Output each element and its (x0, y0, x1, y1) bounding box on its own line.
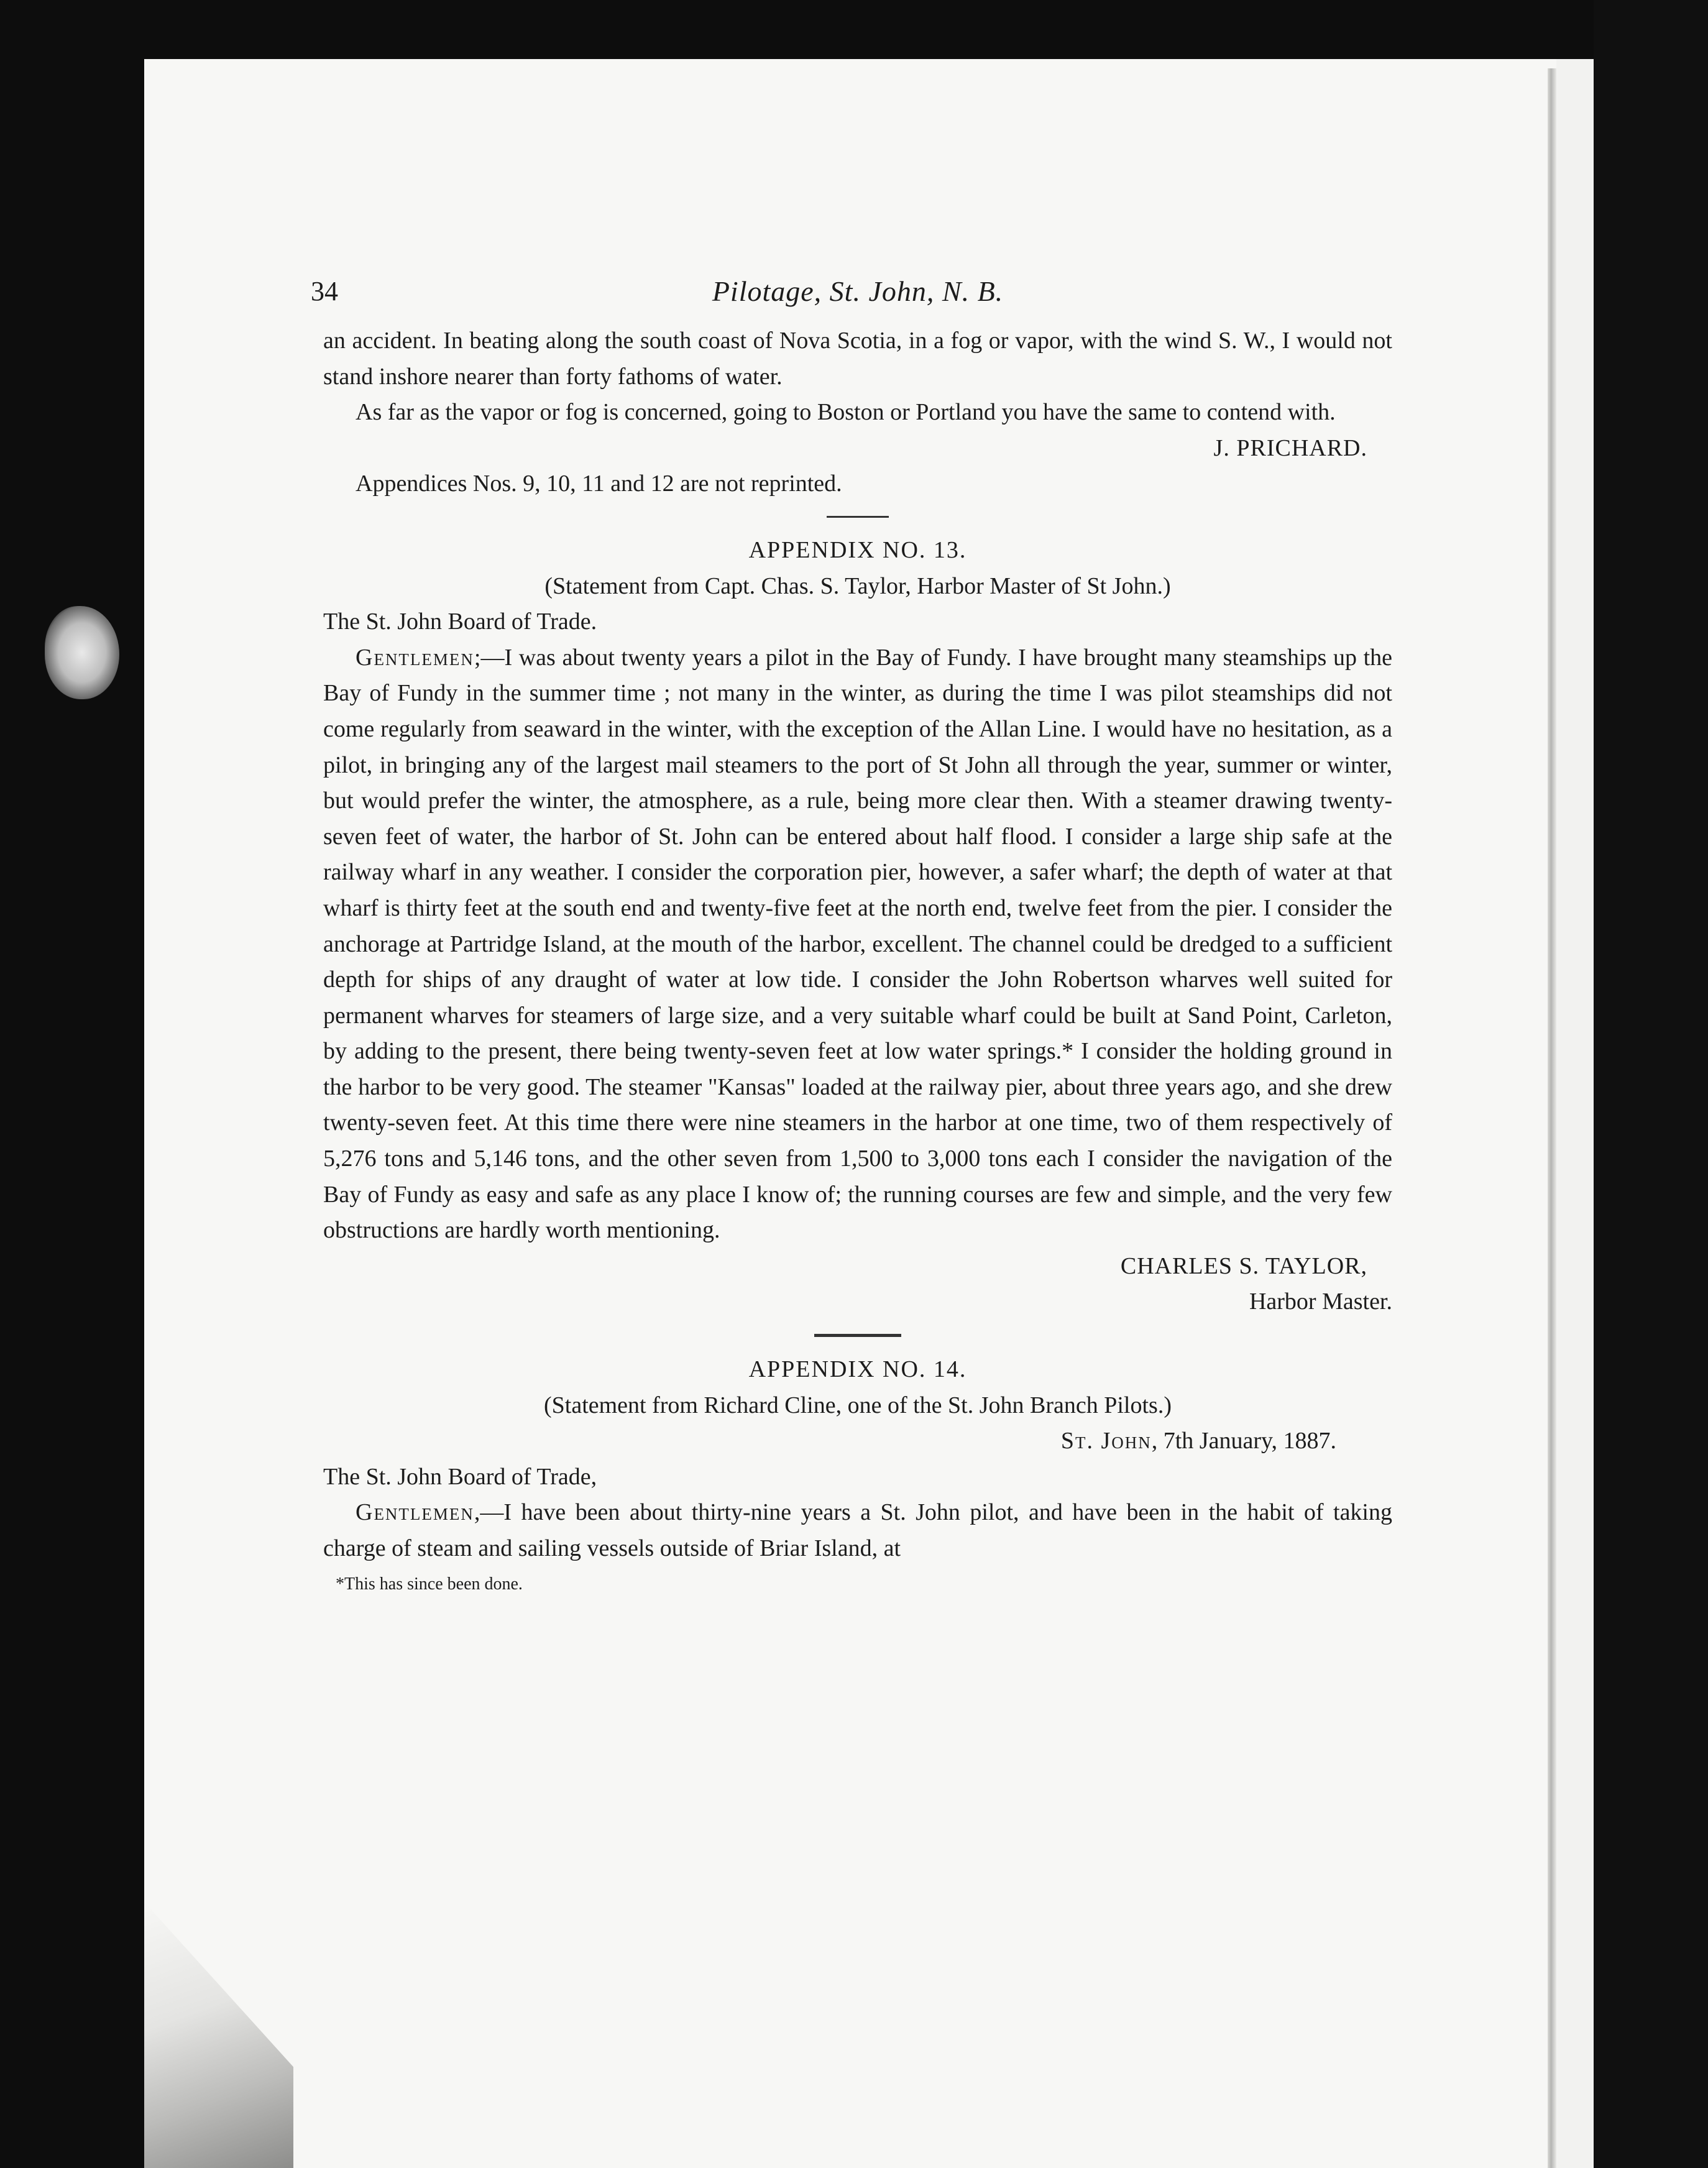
scan-background-right (1594, 0, 1708, 2168)
appendix-14-body-text: ,—I have been about thirty-nine years a St. John pilot, and have been in the habit of taking charge of steam and sailing vessels outside of Briar Island, at (323, 1499, 1392, 1561)
appendix-13-body (323, 640, 1392, 1249)
taylor-role: Harbor Master. (1249, 1288, 1392, 1315)
continuation-paragraph: an accident. In beating along the south coast of Nova Scotia, in a fog or vapor, with the wind S. W., I would not stand inshore nearer than forty fathoms of water. (323, 328, 1392, 390)
appendix-14-dateline (323, 1423, 1392, 1459)
appendix-14-title: APPENDIX NO. 14. (748, 1356, 967, 1383)
appendix-13-statement: (Statement from Capt. Chas. S. Taylor, Harbor Master of St John.) (544, 572, 1171, 599)
page-fold-shadow (1548, 68, 1556, 2168)
section-rule (814, 1334, 901, 1337)
continuation-paragraph: As far as the vapor or fog is concerned, going to Boston or Portland you have the same to contend with. (356, 399, 1336, 426)
not-reprinted-note: Appendices Nos. 9, 10, 11 and 12 are not reprinted. (356, 471, 842, 497)
appendix-14-body (323, 1495, 1392, 1566)
appendix-13-salutation: Gentlemen (356, 644, 474, 671)
taylor-signature: CHARLES S. TAYLOR, (1120, 1252, 1367, 1279)
dateline-place: St. John (1060, 1428, 1152, 1454)
section-rule (827, 516, 889, 518)
paper-stain (45, 606, 119, 699)
page-header (311, 273, 1392, 323)
appendix-14-salutation: Gentlemen (356, 1499, 474, 1526)
appendix-13-addressee: The St. John Board of Trade. (323, 609, 597, 635)
page-text (311, 273, 1392, 1597)
appendix-14-statement: (Statement from Richard Cline, one of the St. John Branch Pilots.) (543, 1392, 1172, 1418)
appendix-13-title: APPENDIX NO. 13. (748, 536, 967, 563)
dateline-date: , 7th January, 1887. (1151, 1428, 1336, 1454)
adjacent-page-edge (1556, 59, 1594, 2168)
appendix-13-body-text: ;—I was about twenty years a pilot in the Bay of Fundy. I have brought many steamships up the Bay of Fundy in the summer time ; not many in the winter, as during the time I was pilot steamships did not come regularly from seaward in the winter, with the exception of the Allan Line. I would have no hesitation, as a pilot, in bringing any of the largest mail steamers to the port of St John all through the year, summer or winter, but would prefer the winter, the atmosphere, as a rule, being more clear then. With a steamer drawing twenty-seven feet of water, the harbor of St. John can be entered about half flood. I consider a large ship safe at the railway wharf in any weather. I consider the corporation pier, however, a safer wharf; the depth of water at that wharf is thirty feet at the south end and twenty-five feet at the north end, twelve feet from the pier. I consider the anchorage at Partridge Island, at the mouth of the harbor, excellent. The channel could be dredged to a sufficient depth for ships of any draught of water at low tide. I consider the John Robertson wharves well suited for permanent wharves for steamers of large size, and a very suitable wharf could be built at Sand Point, Carleton, by adding to the present, there being twenty-seven feet at low water springs.* I consider the holding ground in the harbor to be very good. The steamer "Kansas" loaded at the railway pier, about three years ago, and she drew twenty-seven feet. At this time there were nine steamers in the harbor at one time, two of them respectively of 5,276 tons and 5,146 tons, and the other seven from 1,500 to 3,000 tons each I consider the navigation of the Bay of Fundy as easy and safe as any place I know of; the running courses are few and simple, and the very few obstructions are hardly worth mentioning. (323, 644, 1392, 1244)
appendix-14-addressee: The St. John Board of Trade, (323, 1463, 597, 1490)
footnote: *This has since been done. (336, 1574, 523, 1594)
page-number: 34 (311, 276, 338, 306)
running-title: Pilotage, St. John, N. B. (712, 275, 1004, 307)
prichard-signature: J. PRICHARD. (1213, 434, 1367, 461)
